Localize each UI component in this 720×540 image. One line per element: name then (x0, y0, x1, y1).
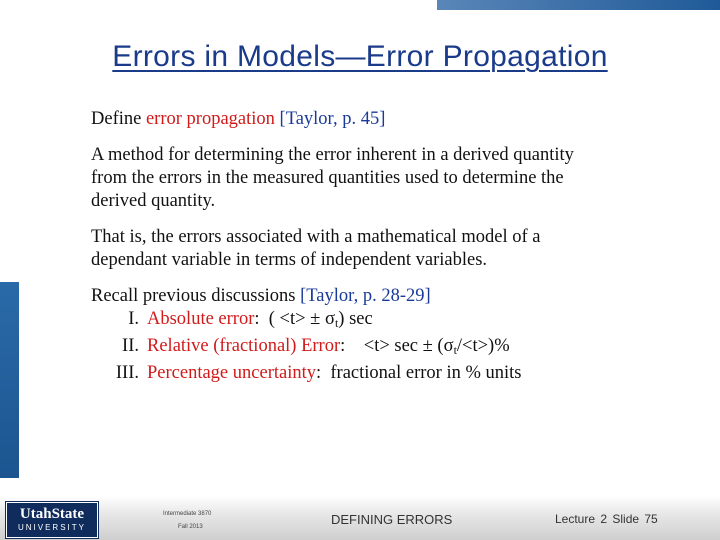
term-colon: : (254, 309, 260, 329)
list-item-absolute-error (91, 308, 691, 335)
course-label: Intermediate 3870 (163, 511, 212, 517)
term-label: Fall 2013 (178, 524, 203, 530)
recall-prefix: Recall previous discussions (91, 286, 301, 306)
list-numeral: III. (115, 363, 139, 383)
slide-body (91, 108, 691, 385)
define-prefix: Define (91, 109, 146, 129)
usu-logo: UtahState UNIVERSITY (6, 502, 98, 538)
percentage-uncertainty-description: fractional error in % units (330, 363, 522, 383)
section-label: DEFINING ERRORS (331, 512, 453, 527)
percentage-uncertainty-term: Percentage uncertainty (147, 363, 316, 383)
recall-line (91, 285, 691, 308)
list-item-relative-error (91, 335, 691, 362)
definition-line-3: derived quantity. (91, 191, 216, 211)
list-numeral: II. (122, 336, 139, 356)
define-line (91, 108, 691, 131)
relative-error-term: Relative (fractional) Error (147, 336, 341, 356)
relative-error-formula: $<t> \sec \pm (\sigma_t/<t>)\%$ (363, 336, 510, 357)
define-reference: [Taylor, p. 45] (279, 109, 386, 129)
that-is-line-1: That is, the errors associated with a mathematical model of a (91, 227, 541, 247)
define-term: error propagation (145, 109, 275, 129)
recall-reference: [Taylor, p. 28-29] (300, 286, 431, 306)
top-accent-bar (437, 0, 720, 10)
that-is-line-2: dependant variable in terms of independent variables. (91, 250, 488, 270)
slide-title: Errors in Models—Error Propagation (112, 40, 608, 73)
absolute-error-term: Absolute error (147, 309, 255, 329)
absolute-error-formula: ( $<t> \pm \sigma_t$) sec (268, 309, 373, 330)
definition-line-1: A method for determining the error inherent in a derived quantity (91, 145, 574, 165)
term-colon: : (340, 336, 346, 356)
list-numeral: I. (128, 309, 139, 329)
lecture-slide-number: Lecture 2 Slide 75 (555, 512, 658, 526)
left-accent-bar (0, 282, 19, 478)
definition-line-2: from the errors in the measured quantities used to determine the (91, 168, 564, 188)
list-item-percentage-uncertainty (91, 362, 691, 385)
term-colon: : (315, 363, 322, 383)
error-type-list (91, 308, 691, 385)
